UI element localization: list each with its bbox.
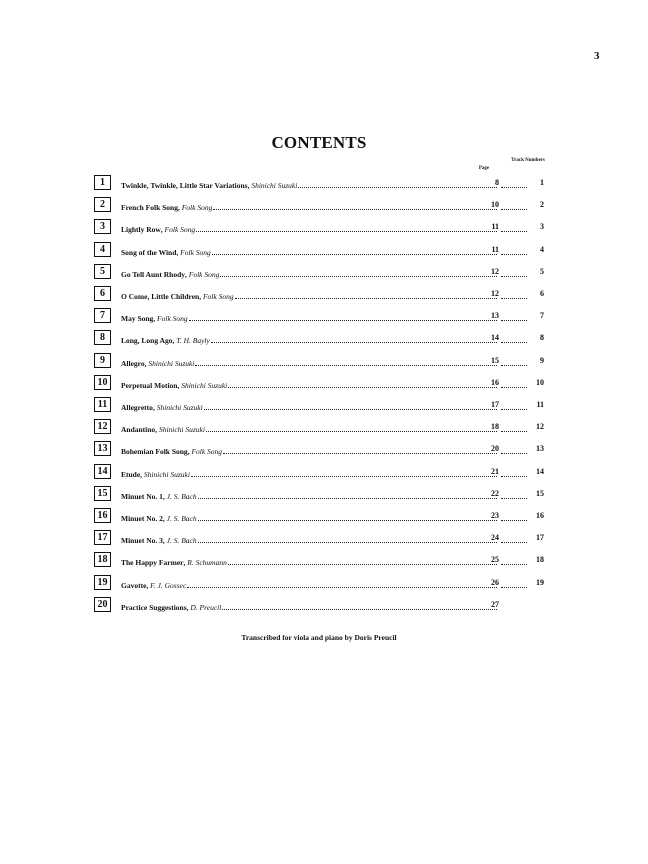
piece-title: Perpetual Motion — [121, 380, 178, 390]
entry-label — [121, 400, 498, 412]
page-ref: 26 — [491, 577, 499, 587]
dot-leader-track — [501, 209, 527, 210]
toc-entry — [94, 375, 544, 392]
piece-title: Allegretto — [121, 403, 153, 412]
piece-title: Go Tell Aunt Rhody — [121, 269, 185, 279]
piece-title: Minuet No. 3 — [121, 536, 163, 546]
dot-leader — [298, 186, 497, 188]
track-ref: 9 — [540, 355, 544, 365]
toc-entry — [94, 175, 544, 192]
piece-title: Andantino — [121, 425, 156, 435]
track-number-box: 4 — [94, 242, 111, 257]
composer-name: Shinichi Suzuki — [181, 380, 228, 390]
track-number-box: 6 — [94, 286, 111, 301]
composer-name: Shinichi Suzuki — [148, 358, 195, 368]
page-ref: 21 — [491, 466, 499, 476]
composer-name: Folk Song — [191, 447, 223, 457]
track-ref: 12 — [536, 422, 544, 432]
entry-label — [121, 245, 498, 257]
track-number-box: 16 — [94, 508, 111, 523]
dot-leader-track — [501, 320, 527, 321]
title-composer-separator: , — [183, 558, 188, 568]
dot-leader — [213, 208, 497, 210]
dot-leader — [206, 430, 497, 432]
dot-leader-track — [501, 431, 527, 432]
entry-label — [121, 422, 498, 434]
column-header-track-numbers: Track Numbers — [511, 158, 545, 163]
track-number-box: 3 — [94, 219, 111, 234]
title-composer-separator: , — [172, 336, 177, 346]
piece-title: May Song — [121, 314, 154, 324]
track-number-box: 17 — [94, 530, 111, 545]
dot-leader-track — [501, 520, 527, 521]
page-ref: 8 — [495, 178, 499, 187]
page-ref: 25 — [491, 555, 499, 565]
title-composer-separator: , — [146, 580, 151, 590]
piece-title: The Happy Farmer — [121, 558, 184, 568]
entry-label — [121, 444, 498, 456]
composer-name: Shinichi Suzuki — [143, 469, 190, 479]
dot-leader — [196, 230, 497, 232]
track-ref: 8 — [540, 333, 544, 343]
entry-label — [121, 600, 498, 612]
entry-label — [121, 222, 498, 234]
dot-leader — [198, 519, 497, 521]
page-ref: 13 — [491, 311, 499, 321]
entry-label — [121, 333, 498, 345]
toc-entry — [94, 397, 544, 414]
dot-leader — [198, 541, 497, 543]
dot-leader — [195, 364, 497, 366]
title-composer-separator: , — [160, 225, 165, 235]
composer-name: T. H. Bayly — [176, 336, 210, 346]
track-number-box: 10 — [94, 375, 111, 390]
toc-entry — [94, 286, 544, 303]
track-ref: 5 — [540, 266, 544, 276]
page-ref: 22 — [491, 488, 499, 498]
page-ref: 20 — [491, 444, 499, 454]
page-ref: 23 — [491, 511, 499, 520]
dot-leader — [220, 275, 497, 277]
track-ref: 13 — [536, 444, 544, 454]
entry-label — [121, 578, 498, 590]
title-composer-separator: , — [177, 203, 182, 213]
entry-label — [121, 200, 498, 212]
title-composer-separator: , — [162, 514, 167, 523]
dot-leader — [235, 297, 497, 299]
dot-leader — [222, 608, 497, 610]
track-ref: 16 — [536, 511, 544, 520]
dot-leader — [228, 563, 497, 565]
composer-name: R. Schumann — [187, 558, 227, 568]
page-ref: 14 — [491, 333, 499, 343]
track-ref: 10 — [536, 377, 544, 387]
track-number-box: 12 — [94, 419, 111, 434]
toc-entry — [94, 419, 544, 436]
dot-leader — [204, 408, 497, 410]
dot-leader — [191, 475, 497, 477]
toc-entry — [94, 308, 544, 325]
title-composer-separator: , — [162, 536, 167, 546]
dot-leader-track — [501, 365, 527, 366]
piece-title: O Come, Little Children — [121, 292, 200, 301]
track-number-box: 8 — [94, 330, 111, 345]
entry-label — [121, 267, 498, 279]
track-number-box: 7 — [94, 308, 111, 323]
page-ref: 12 — [491, 289, 499, 298]
toc-entry — [94, 242, 544, 259]
composer-name: Shinichi Suzuki — [158, 425, 205, 435]
dot-leader — [223, 452, 497, 454]
composer-name: J. S. Bach — [166, 491, 197, 501]
piece-title: Song of the Wind — [121, 247, 177, 257]
title-composer-separator: , — [162, 491, 167, 501]
track-ref: 7 — [540, 311, 544, 321]
piece-title: Practice Suggestions — [121, 602, 187, 612]
dot-leader — [198, 497, 497, 499]
title-composer-separator: , — [140, 469, 144, 479]
dot-leader-track — [501, 409, 527, 410]
dot-leader-track — [501, 564, 527, 565]
track-number-box: 2 — [94, 197, 111, 212]
entry-label — [121, 356, 498, 368]
entry-label — [121, 511, 498, 523]
toc-entry — [94, 486, 544, 503]
title-composer-separator: , — [144, 358, 149, 368]
entry-label — [121, 533, 498, 545]
dot-leader-track — [501, 342, 527, 343]
piece-title: Allegro — [121, 358, 145, 368]
entry-label — [121, 289, 498, 301]
entry-label — [121, 311, 498, 323]
composer-name: Shinichi Suzuki — [156, 403, 203, 412]
composer-name: Folk Song — [188, 269, 220, 279]
dot-leader-track — [501, 187, 527, 188]
toc-entry — [94, 464, 544, 481]
page-title: CONTENTS — [271, 133, 367, 152]
title-composer-separator: , — [155, 425, 159, 435]
page-ref: 16 — [491, 377, 499, 387]
track-ref: 14 — [536, 466, 544, 476]
track-number-box: 20 — [94, 597, 111, 612]
composer-name: J. S. Bach — [166, 514, 197, 523]
track-ref: 19 — [536, 577, 544, 587]
title-composer-separator: , — [152, 403, 157, 412]
composer-name: Folk Song — [157, 314, 188, 324]
page-ref: 15 — [491, 355, 499, 365]
page-ref: 17 — [491, 400, 499, 409]
track-number-box: 15 — [94, 486, 111, 501]
composer-name: D. Preucil — [190, 602, 222, 612]
track-ref: 2 — [540, 200, 544, 210]
track-number-box: 13 — [94, 441, 111, 456]
dot-leader-track — [501, 231, 527, 232]
track-number-box: 11 — [94, 397, 111, 412]
dot-leader-track — [501, 498, 527, 499]
track-number-box: 14 — [94, 464, 111, 479]
piece-title: Gavotte — [121, 580, 147, 590]
toc-entry — [94, 197, 544, 214]
composer-name: Folk Song — [181, 203, 213, 213]
composer-name: Folk Song — [164, 225, 196, 235]
toc-entry — [94, 264, 544, 281]
toc-entry — [94, 353, 544, 370]
composer-name: Shinichi Suzuki — [251, 181, 298, 190]
composer-name: Folk Song — [202, 292, 234, 301]
piece-title: Etude — [121, 469, 141, 479]
composer-name: J. S. Bach — [166, 536, 197, 546]
entry-label — [121, 178, 498, 190]
track-ref: 6 — [540, 289, 544, 298]
track-ref: 18 — [536, 555, 544, 565]
dot-leader — [189, 319, 497, 321]
title-composer-separator: , — [186, 602, 191, 612]
title-composer-separator: , — [184, 269, 189, 279]
track-ref: 4 — [540, 244, 544, 254]
dot-leader — [187, 586, 497, 588]
track-number-box: 1 — [94, 175, 111, 190]
entry-label — [121, 555, 498, 567]
title-composer-separator: , — [247, 181, 252, 190]
page-ref: 24 — [491, 533, 499, 543]
toc-entry — [94, 530, 544, 547]
title-composer-separator: , — [177, 380, 182, 390]
page-ref: 18 — [491, 422, 499, 432]
composer-name: F. J. Gossec — [150, 580, 187, 590]
track-number-box: 5 — [94, 264, 111, 279]
toc-entry — [94, 219, 544, 236]
track-number-box: 18 — [94, 552, 111, 567]
piece-title: Twinkle, Twinkle, Little Star Variations — [121, 181, 248, 190]
piece-title: Lightly Row — [121, 225, 161, 235]
page-number: 3 — [594, 50, 600, 62]
entry-label — [121, 467, 498, 479]
dot-leader-track — [501, 254, 527, 255]
dot-leader-track — [501, 476, 527, 477]
composer-name: Folk Song — [180, 247, 211, 257]
dot-leader-track — [501, 587, 527, 588]
toc-entry — [94, 552, 544, 569]
title-composer-separator: , — [187, 447, 192, 457]
title-composer-separator: , — [199, 292, 203, 301]
title-composer-separator: , — [153, 314, 158, 324]
track-ref: 17 — [536, 533, 544, 543]
toc-entry — [94, 508, 544, 525]
piece-title: Minuet No. 1 — [121, 491, 163, 501]
toc-entry — [94, 441, 544, 458]
dot-leader-track — [501, 387, 527, 388]
dot-leader — [228, 386, 497, 388]
entry-label — [121, 489, 498, 501]
page-ref: 11 — [491, 244, 499, 254]
piece-title: Long, Long Ago — [121, 336, 173, 346]
toc-entry — [94, 330, 544, 347]
dot-leader-track — [501, 453, 527, 454]
dot-leader-track — [501, 298, 527, 299]
title-composer-separator: , — [176, 247, 181, 257]
track-ref: 3 — [540, 222, 544, 232]
toc-entry — [94, 575, 544, 592]
track-ref: 11 — [536, 400, 544, 409]
piece-title: Bohemian Folk Song — [121, 447, 188, 457]
page-ref: 10 — [491, 200, 499, 210]
page-ref: 12 — [491, 266, 499, 276]
transcription-credit: Transcribed for viola and piano by Doris Preucil — [241, 633, 397, 642]
track-ref: 1 — [540, 178, 544, 187]
piece-title: French Folk Song — [121, 203, 178, 213]
entry-label — [121, 378, 498, 390]
page-ref: 27 — [491, 599, 499, 609]
dot-leader — [211, 341, 497, 343]
page-ref: 11 — [491, 222, 499, 232]
column-header-page: Page — [478, 166, 490, 171]
track-number-box: 19 — [94, 575, 111, 590]
piece-title: Minuet No. 2 — [121, 514, 163, 523]
dot-leader-track — [501, 542, 527, 543]
dot-leader — [212, 253, 497, 255]
track-ref: 15 — [536, 488, 544, 498]
toc-entry — [94, 597, 544, 614]
track-number-box: 9 — [94, 353, 111, 368]
dot-leader-track — [501, 276, 527, 277]
